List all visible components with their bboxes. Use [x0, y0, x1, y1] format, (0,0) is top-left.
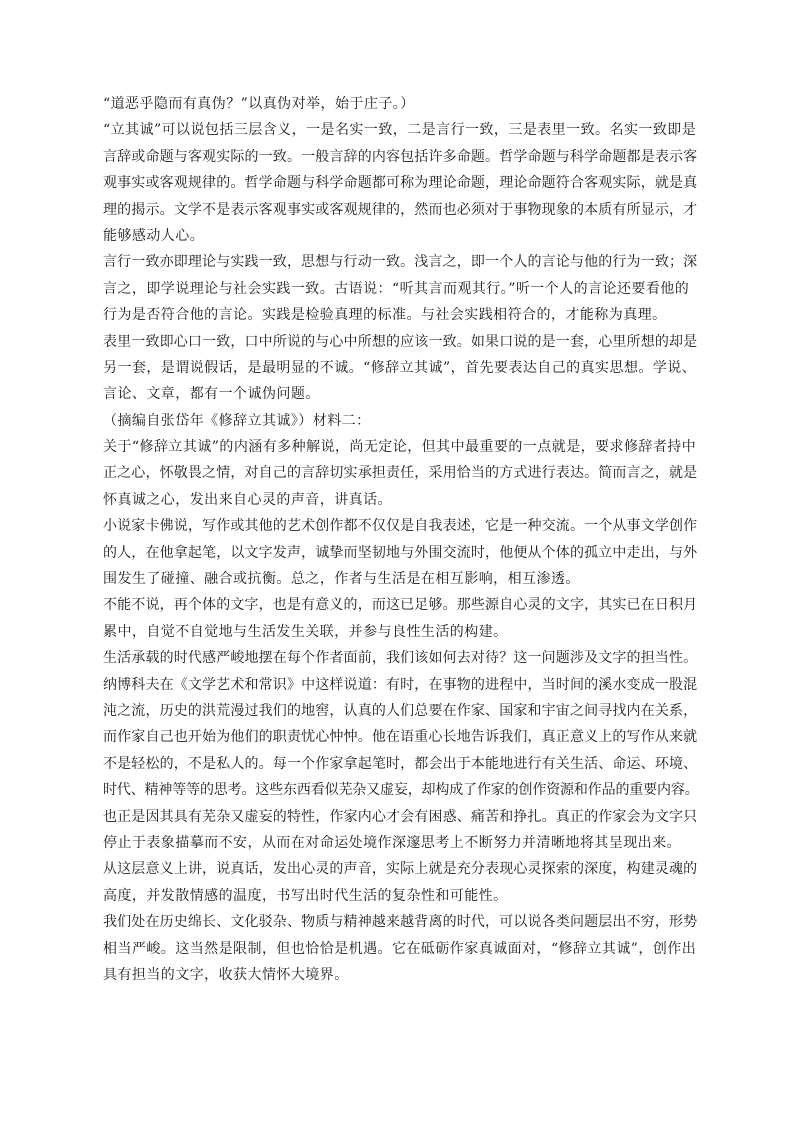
text-line: 观事实或客观规律的。哲学命题与科学命题都可称为理论命题，理论命题符合客观实际，就是真 — [103, 175, 698, 192]
text-line: 高度，并发散情感的温度，书写出时代生活的复杂性和可能性。 — [103, 887, 508, 904]
text-line: 怀真诚之心，发出来自心灵的声音，讲真话。 — [103, 491, 392, 508]
text-line: 累中，自觉不自觉地与生活发生关联，并参与良性生活的构建。 — [103, 623, 508, 640]
text-line: 围发生了碰撞、融合或抗衡。总之，作者与生活是在相互影响，相互渗透。 — [103, 571, 580, 588]
text-line: 关于“修辞立其诚”的内涵有多种解说，尚无定论，但其中最重要的一点就是，要求修辞者持中 — [103, 439, 697, 456]
text-line: 小说家卡佛说，写作或其他的艺术创作都不仅仅是自我表述，它是一种交流。一个从事文学创作 — [103, 518, 698, 535]
text-line: 纳博科夫在《文学艺术和常识》中这样说道：有时，在事物的进程中，当时间的溪水变成一股混 — [103, 676, 698, 693]
text-line: 沌之流，历史的洪荒漫过我们的地窖，认真的人们总要在作家、国家和宇宙之间寻找内在关系， — [103, 702, 698, 719]
text-line: “立其诚”可以说包括三层含义，一是名实一致，二是言行一致，三是表里一致。名实一致即是 — [103, 122, 697, 139]
text-line: 停止于表象描摹而不安，从而在对命运处境作深邃思考上不断努力并清晰地将其呈现出来。 — [103, 834, 681, 851]
text-line: 言行一致亦即理论与实践一致，思想与行动一致。浅言之，即一个人的言论与他的行为一致；深 — [103, 254, 698, 271]
text-line: 具有担当的文字，收获大情怀大境界。 — [103, 966, 349, 983]
text-line: （摘编自张岱年《修辞立其诚》）材料二： — [103, 412, 371, 429]
text-line: 也正是因其具有芜杂又虚妄的特性，作家内心才会有困惑、痛苦和挣扎。真正的作家会为文字只 — [103, 808, 698, 825]
text-line: 时代、精神等等的思考。这些东西看似芜杂又虚妄，却构成了作家的创作资源和作品的重要内容。 — [103, 782, 699, 799]
text-line: 而作家自己也开始为他们的职责忧心忡忡。他在语重心长地告诉我们，真正意义上的写作从来就 — [103, 729, 698, 746]
text-line: 正之心，怀敬畏之情，对自己的言辞切实承担责任，采用恰当的方式进行表达。简而言之，就是 — [103, 465, 698, 482]
text-line: 的人，在他拿起笔，以文字发声，诚挚而坚韧地与外围交流时，他便从个体的孤立中走出，与外 — [103, 544, 698, 561]
text-line: “道恶乎隐而有真伪？”以真伪对举，始于庄子。） — [103, 96, 415, 112]
text-line: 另一套，是谓说假话，是最明显的不诚。“修辞立其诚”，首先要表达自己的真实思想。学说、 — [103, 359, 697, 376]
text-line: 从这层意义上讲，说真话，发出心灵的声音，实际上就是充分表现心灵探索的深度，构建灵魂的 — [103, 861, 698, 878]
text-line: 言论、文章，都有一个诚伪问题。 — [103, 386, 320, 403]
document-body — [103, 91, 699, 988]
text-line: 言辞或命题与客观实际的一致。一般言辞的内容包括许多命题。哲学命题与科学命题都是表示客 — [103, 148, 698, 165]
text-line: 表里一致即心口一致，口中所说的与心中所想的应该一致。如果口说的是一套，心里所想的却是 — [103, 333, 698, 350]
text-line: 不能不说，再个体的文字，也是有意义的，而这已足够。那些源自心灵的文字，其实已在日积月 — [103, 597, 698, 614]
text-line: 能够感动人心。 — [103, 227, 205, 244]
text-line: 相当严峻。这当然是限制，但也恰恰是机遇。它在砥砺作家真诚面对，“修辞立其诚”，创作出 — [103, 940, 697, 957]
text-line: 理的揭示。文学不是表示客观事实或客观规律的，然而也必须对于事物现象的本质有所显示，才 — [103, 201, 698, 218]
text-line: 行为是否符合他的言论。实践是检验真理的标准。与社会实践相符合的，才能称为真理。 — [103, 307, 667, 324]
text-line: 我们处在历史绵长、文化驳杂、物质与精神越来越背离的时代，可以说各类问题层出不穷，形势 — [103, 914, 698, 931]
text-line: 生活承载的时代感严峻地摆在每个作者面前，我们该如何去对待？这一问题涉及文字的担当性。 — [103, 650, 698, 667]
text-line: 不是轻松的，不是私人的。每一个作家拿起笔时，都会出于本能地进行有关生活、命运、环境、 — [103, 755, 698, 772]
text-line: 言之，即学说理论与社会实践一致。古语说：“听其言而观其行。”听一个人的言论还要看他的 — [103, 280, 690, 297]
